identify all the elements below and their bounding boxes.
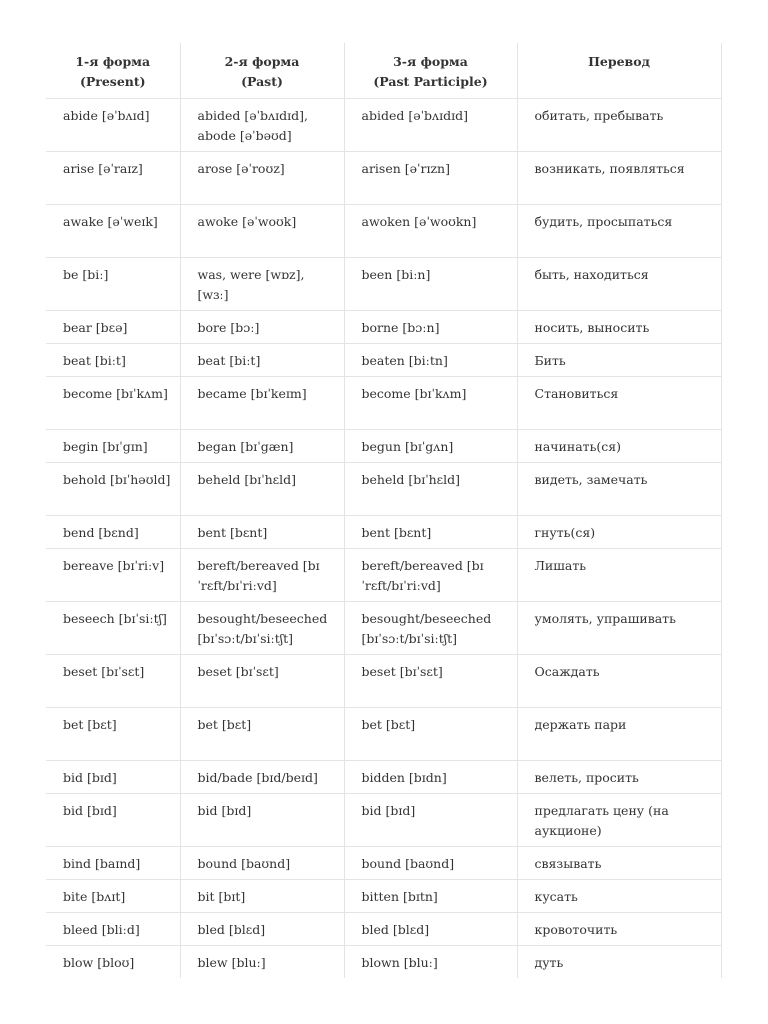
cell-participle: besought/beseeched [bɪˈsɔːt/bɪˈsiːtʃt] xyxy=(344,602,517,655)
cell-past: bet [bɛt] xyxy=(180,708,344,761)
cell-present: beseech [bɪˈsiːtʃ] xyxy=(46,602,180,655)
cell-participle: bereft/bereaved [bɪˈrɛft/bɪˈriːvd] xyxy=(344,549,517,602)
cell-past: awoke [əˈwoʊk] xyxy=(180,205,344,258)
table-row xyxy=(46,913,721,946)
cell-present: beset [bɪˈsɛt] xyxy=(46,655,180,708)
cell-translation: начинать(ся) xyxy=(517,430,721,463)
cell-present: become [bɪˈkʌm] xyxy=(46,377,180,430)
table-row xyxy=(46,794,721,847)
cell-present: bid [bɪd] xyxy=(46,794,180,847)
cell-translation: держать пари xyxy=(517,708,721,761)
cell-past: bid/bade [bɪd/beɪd] xyxy=(180,761,344,794)
cell-present: bereave [bɪˈriːv] xyxy=(46,549,180,602)
cell-present: beat [biːt] xyxy=(46,344,180,377)
cell-present: begin [bɪˈgɪn] xyxy=(46,430,180,463)
cell-past: beat [biːt] xyxy=(180,344,344,377)
header-translation: Перевод xyxy=(517,44,721,99)
cell-present: bend [bɛnd] xyxy=(46,516,180,549)
cell-participle: been [biːn] xyxy=(344,258,517,311)
cell-translation: предлагать цену (на аукционе) xyxy=(517,794,721,847)
cell-translation: связывать xyxy=(517,847,721,880)
cell-present: be [biː] xyxy=(46,258,180,311)
table-row xyxy=(46,258,721,311)
cell-translation: кусать xyxy=(517,880,721,913)
table-row xyxy=(46,847,721,880)
cell-participle: bled [blɛd] xyxy=(344,913,517,946)
cell-past: bid [bɪd] xyxy=(180,794,344,847)
cell-translation: кровоточить xyxy=(517,913,721,946)
cell-translation: Бить xyxy=(517,344,721,377)
cell-present: bleed [bliːd] xyxy=(46,913,180,946)
table-row xyxy=(46,152,721,205)
cell-translation: Лишать xyxy=(517,549,721,602)
table-row xyxy=(46,880,721,913)
table-row xyxy=(46,463,721,516)
cell-past: bore [bɔː] xyxy=(180,311,344,344)
cell-participle: beset [bɪˈsɛt] xyxy=(344,655,517,708)
irregular-verbs-table xyxy=(46,43,722,978)
cell-participle: bitten [bɪtn] xyxy=(344,880,517,913)
cell-past: beset [bɪˈsɛt] xyxy=(180,655,344,708)
cell-translation: носить, выносить xyxy=(517,311,721,344)
cell-translation: велеть, просить xyxy=(517,761,721,794)
cell-participle: bent [bɛnt] xyxy=(344,516,517,549)
header-past: 2-я форма (Past) xyxy=(180,44,344,99)
cell-present: bite [bʌɪt] xyxy=(46,880,180,913)
cell-translation: быть, находиться xyxy=(517,258,721,311)
cell-translation: дуть xyxy=(517,946,721,979)
cell-participle: abided [əˈbʌɪdɪd] xyxy=(344,99,517,152)
cell-participle: blown [bluː] xyxy=(344,946,517,979)
cell-participle: borne [bɔːn] xyxy=(344,311,517,344)
cell-past: bereft/bereaved [bɪˈrɛft/bɪˈriːvd] xyxy=(180,549,344,602)
cell-past: bound [baʊnd] xyxy=(180,847,344,880)
cell-participle: arisen [əˈrɪzn] xyxy=(344,152,517,205)
table-row xyxy=(46,655,721,708)
cell-participle: bound [baʊnd] xyxy=(344,847,517,880)
table-row xyxy=(46,344,721,377)
cell-past: besought/beseeched [bɪˈsɔːt/bɪˈsiːtʃt] xyxy=(180,602,344,655)
cell-present: behold [bɪˈhəʊld] xyxy=(46,463,180,516)
cell-present: awake [əˈweɪk] xyxy=(46,205,180,258)
cell-past: began [bɪˈgæn] xyxy=(180,430,344,463)
table-row xyxy=(46,99,721,152)
cell-translation: гнуть(ся) xyxy=(517,516,721,549)
cell-present: arise [əˈraɪz] xyxy=(46,152,180,205)
cell-participle: beheld [bɪˈhɛld] xyxy=(344,463,517,516)
cell-participle: become [bɪˈkʌm] xyxy=(344,377,517,430)
cell-past: blew [bluː] xyxy=(180,946,344,979)
cell-present: bear [bɛə] xyxy=(46,311,180,344)
cell-participle: bid [bɪd] xyxy=(344,794,517,847)
verb-table-page xyxy=(46,43,721,978)
table-row xyxy=(46,205,721,258)
cell-past: arose [əˈroʊz] xyxy=(180,152,344,205)
table-row xyxy=(46,602,721,655)
cell-participle: bet [bɛt] xyxy=(344,708,517,761)
table-header-row xyxy=(46,44,721,99)
table-row xyxy=(46,549,721,602)
cell-past: became [bɪˈkeɪm] xyxy=(180,377,344,430)
table-row xyxy=(46,708,721,761)
cell-translation: видеть, замечать xyxy=(517,463,721,516)
cell-present: bid [bɪd] xyxy=(46,761,180,794)
cell-past: was, were [wɒz], [wɜː] xyxy=(180,258,344,311)
table-body xyxy=(46,99,721,979)
table-row xyxy=(46,377,721,430)
cell-past: bit [bɪt] xyxy=(180,880,344,913)
table-row xyxy=(46,516,721,549)
cell-past: beheld [bɪˈhɛld] xyxy=(180,463,344,516)
cell-past: abided [əˈbʌɪdɪd], abode [əˈbəʊd] xyxy=(180,99,344,152)
table-row xyxy=(46,946,721,979)
cell-present: bind [baɪnd] xyxy=(46,847,180,880)
table-row xyxy=(46,311,721,344)
header-past-participle: 3-я форма (Past Participle) xyxy=(344,44,517,99)
cell-participle: bidden [bɪdn] xyxy=(344,761,517,794)
cell-translation: Становиться xyxy=(517,377,721,430)
cell-translation: обитать, пребывать xyxy=(517,99,721,152)
table-row xyxy=(46,430,721,463)
cell-past: bent [bɛnt] xyxy=(180,516,344,549)
cell-present: bet [bɛt] xyxy=(46,708,180,761)
cell-present: abide [əˈbʌɪd] xyxy=(46,99,180,152)
cell-participle: awoken [əˈwoʊkn] xyxy=(344,205,517,258)
cell-translation: будить, просыпаться xyxy=(517,205,721,258)
header-present: 1-я форма (Present) xyxy=(46,44,180,99)
cell-participle: begun [bɪˈgʌn] xyxy=(344,430,517,463)
cell-translation: умолять, упрашивать xyxy=(517,602,721,655)
cell-present: blow [bloʊ] xyxy=(46,946,180,979)
cell-participle: beaten [biːtn] xyxy=(344,344,517,377)
cell-past: bled [blɛd] xyxy=(180,913,344,946)
cell-translation: Осаждать xyxy=(517,655,721,708)
cell-translation: возникать, появляться xyxy=(517,152,721,205)
table-row xyxy=(46,761,721,794)
